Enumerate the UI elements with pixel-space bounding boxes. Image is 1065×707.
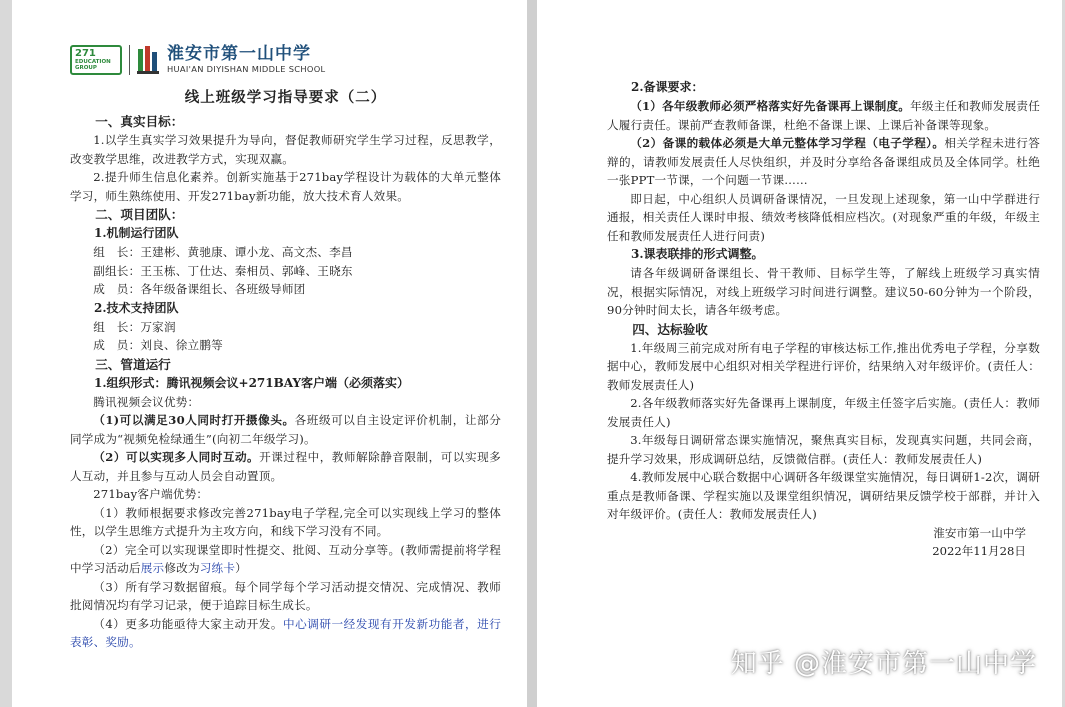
team-line: 组 长：王建彬、黄驰康、谭小龙、高文杰、李昌 bbox=[93, 245, 353, 259]
team-line: 成 员：刘良、徐立鹏等 bbox=[93, 338, 223, 352]
body-text: 各班级可以自主设定评价机制，让部分同学成为“视频免检绿通生”(向初二年级学习)。 bbox=[70, 413, 501, 446]
document-title: 线上班级学习指导要求（二） bbox=[184, 89, 387, 106]
document-page-right bbox=[537, 0, 1062, 707]
team-line: 副组长：王玉栋、丁仕达、秦相员、郭峰、王晓东 bbox=[93, 263, 353, 278]
body-text: 开课过程中，教师解除静音限制，可以实现多人互动，并且参与互动人员会自动置顶。 bbox=[70, 450, 501, 483]
paragraph: 1.以学生真实学习效果提升为导向，督促教师研究学生学习过程，反思教学，改变教学思维，改进教学方式，实现双赢。 bbox=[70, 133, 501, 166]
edu-text1: EDUCATION bbox=[75, 59, 111, 65]
team-line: 成 员：各年级备课组长、各班级导师团 bbox=[93, 282, 306, 296]
school-name-cn: 淮安市第一山中学 bbox=[167, 44, 311, 64]
section-3-heading: 三、管道运行 bbox=[95, 356, 171, 372]
school-name-en: HUAI'AN DIYISHAN MIDDLE SCHOOL bbox=[167, 64, 326, 74]
team-line: 组 长：万家润 bbox=[93, 319, 176, 334]
signature-date: 2022年11月28日 bbox=[932, 544, 1026, 558]
body-text: ） bbox=[235, 561, 247, 575]
paragraph: 腾讯视频会议优势： bbox=[93, 394, 200, 409]
emphasis-text: （2）可以实现多人同时互动。 bbox=[93, 450, 260, 464]
highlight-text: 中心调研一经发现有开发新功能者，进行表彰、奖励。 bbox=[70, 616, 502, 649]
page-gap bbox=[527, 0, 537, 707]
edu-number: 271 bbox=[75, 48, 96, 59]
emphasis-text: （1）各年级教师必须严格落实好先备课再上课制度。 bbox=[630, 99, 911, 113]
paragraph: 271bay客户端优势： bbox=[93, 487, 209, 501]
paragraph: 1.年级周三前完成对所有电子学程的审核达标工作,推出优秀电子学程，分享数据中心，教师发展中心组织对相关学程进行评价，结果纳入对年级评价。(责任人：教师发展责任人) bbox=[607, 340, 1040, 392]
paragraph: 即日起，中心组织人员调研备课情况，一旦发现上述现象，第一山中学群进行通报，相关责任人课时申报、绩效考核降低相应档次。(对现象严重的年级，年级主任和教师发展责任人进行问责) bbox=[607, 191, 1040, 243]
paragraph: 2.各年级教师落实好先备课再上课制度，年级主任签字后实施。(责任人：教师发展责任人) bbox=[607, 396, 1040, 429]
body-text: 相关学程未进行答辩的，请教师发展责任人尽快组织，并及时分享给各备课组成员及全体同学。杜绝一张PPT一节课，一个问题一节课…… bbox=[607, 136, 1041, 187]
school-header bbox=[70, 40, 501, 80]
paragraph bbox=[607, 134, 1040, 190]
paragraph bbox=[607, 97, 1040, 134]
subsection-heading: 3.课表联排的形式调整。 bbox=[631, 247, 764, 261]
section-2-heading: 二、项目团队： bbox=[95, 207, 184, 222]
paragraph bbox=[70, 541, 501, 578]
paragraph: 4.教师发展中心联合数据中心调研各年级课堂实施情况，每日调研1-2次，调研重点是教师备课、学程实施以及课堂组织情况，调研结果反馈学校于部群，并计入对年级评价。(责任人：教师发展责任人) bbox=[607, 470, 1040, 521]
school-emblem-icon bbox=[137, 45, 161, 75]
paragraph bbox=[70, 615, 501, 652]
body-text: 修改为 bbox=[164, 561, 200, 575]
body-text: 年级主任和教师发展责任人履行责任。课前严查教师备课，杜绝不备课上课、上课后补备课等现象。 bbox=[607, 99, 1041, 132]
body-text: （4）更多功能亟待大家主动开发。 bbox=[93, 616, 284, 631]
paragraph: 3.年级每日调研常态课实施情况，聚焦真实目标，发现真实问题，共同会商，提升学习效果，形成调研总结，反馈微信群。(责任人：教师发展责任人) bbox=[607, 433, 1040, 466]
subsection-heading: 2.技术支持团队 bbox=[94, 300, 179, 315]
section-4-heading: 四、达标验收 bbox=[632, 321, 708, 337]
paragraph: （3）所有学习数据留痕。每个同学每个学习活动提交情况、完成情况、教师批阅情况均有学习记录，便于追踪目标生成长。 bbox=[70, 579, 501, 612]
subsection-heading: 2.备课要求： bbox=[631, 80, 704, 94]
paragraph bbox=[70, 448, 501, 485]
body-text: （2）完全可以实现课堂即时性提交、批阅、互动分享等。(教师需提前将学程中学习活动后 bbox=[70, 542, 501, 575]
document-page-left bbox=[12, 0, 527, 707]
subsection-heading: 1.组织形式：腾讯视频会议+271BAY客户端（必须落实） bbox=[94, 375, 410, 390]
paragraph: 请各年级调研备课组长、骨干教师、目标学生等，了解线上班级学习真实情况，根据实际情况，对线上班级学习时间进行调整。建议50-60分钟为一个阶段，90分钟时间太长，请各年级考虑。 bbox=[607, 266, 1040, 317]
logo-divider bbox=[129, 45, 130, 75]
emphasis-text: （1)可以满足30人同时打开摄像头。 bbox=[93, 413, 295, 427]
watermark: 知乎 @淮安市第一山中学 bbox=[730, 649, 1037, 679]
subsection-heading: 1.机制运行团队 bbox=[94, 226, 179, 240]
highlight-text: 习练卡 bbox=[199, 561, 236, 575]
edu-text2: GROUP bbox=[75, 65, 97, 71]
paragraph: 2.提升师生信息化素养。创新实施基于271bay学程设计为载体的大单元整体学习，师生熟练使用、开发271bay新功能，放大技术育人效果。 bbox=[70, 170, 501, 203]
school-name-block bbox=[167, 45, 325, 75]
paragraph bbox=[70, 411, 501, 448]
highlight-text: 展示 bbox=[140, 561, 165, 575]
section-1-heading: 一、真实目标： bbox=[95, 114, 184, 129]
signature-school: 淮安市第一山中学 bbox=[933, 525, 1026, 540]
education-group-logo bbox=[70, 45, 122, 75]
emphasis-text: （2）备课的载体必须是大单元整体学习学程（电子学程）。 bbox=[630, 136, 945, 150]
paragraph: （1）教师根据要求修改完善271bay电子学程,完全可以实现线上学习的整体性，以学生思维方式提升为主攻方向，和线下学习没有不同。 bbox=[70, 505, 501, 538]
